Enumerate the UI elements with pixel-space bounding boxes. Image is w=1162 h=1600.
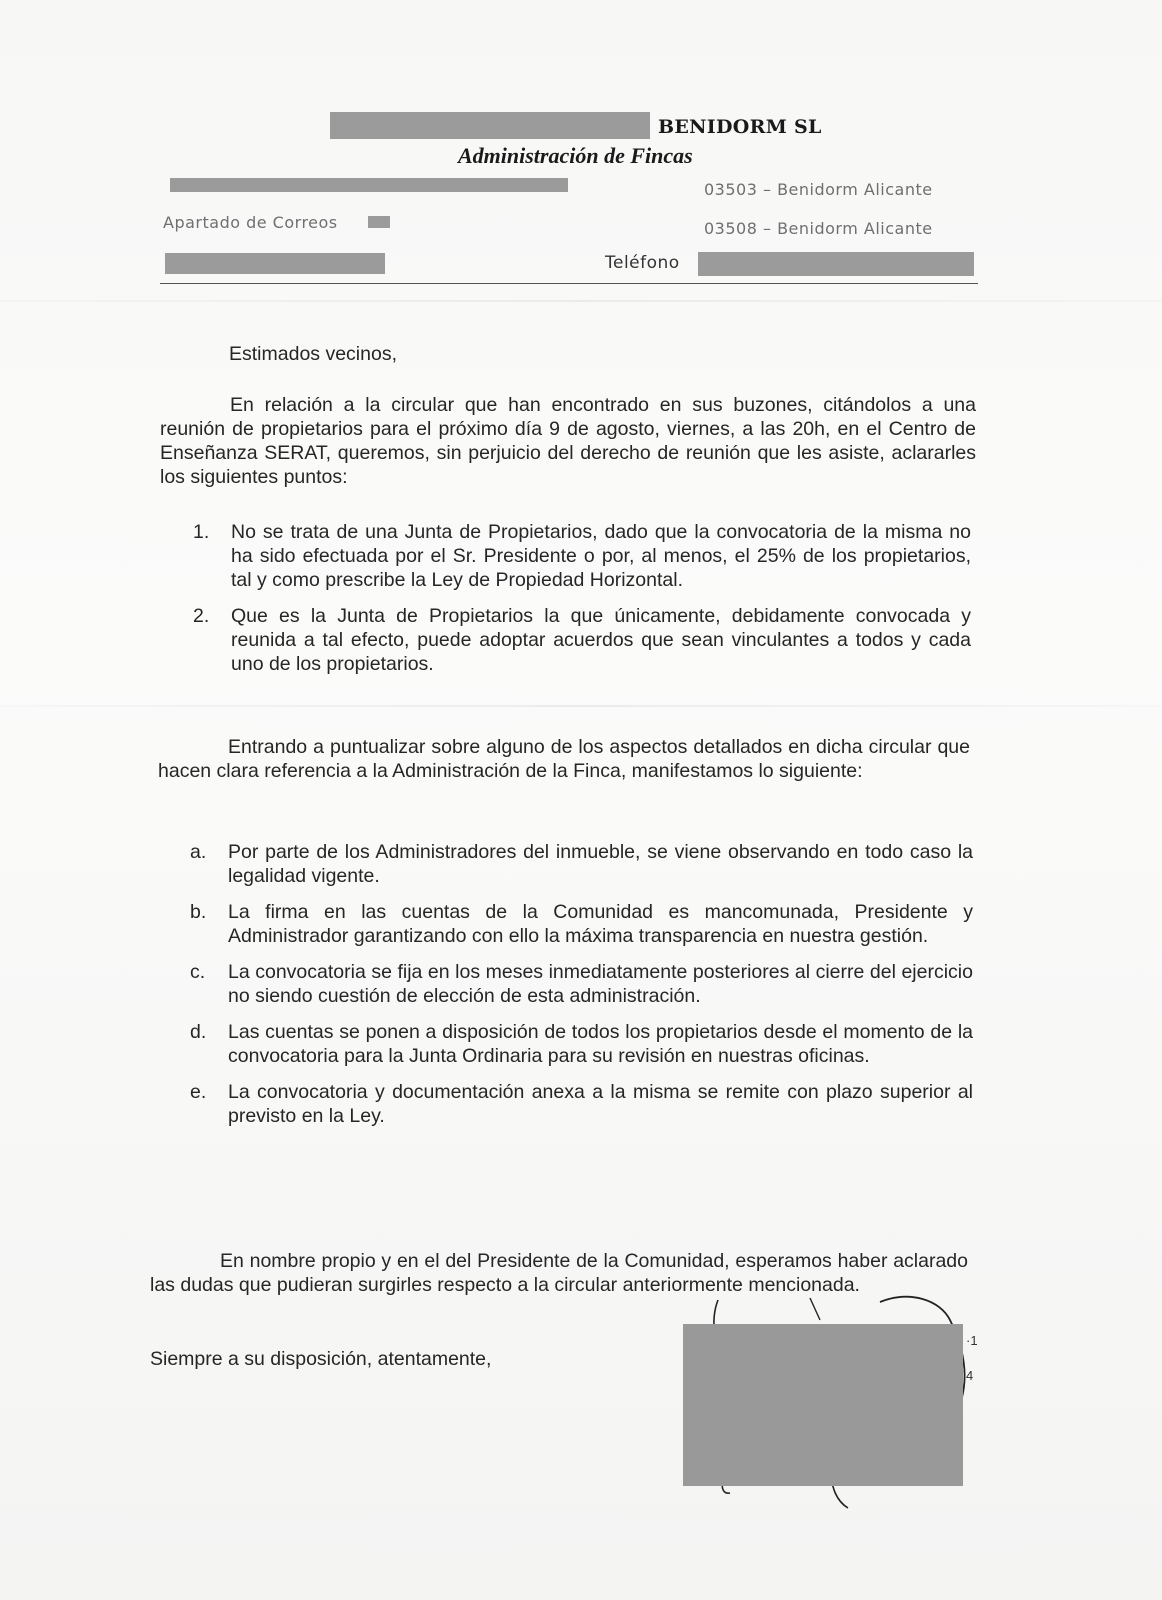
list-item-text: La convocatoria se fija en los meses inmediatamente posteriores al cierre del ejercicio no siendo cuestión de elección de esta administración. — [228, 961, 973, 1007]
list-marker: d. — [190, 1021, 207, 1043]
paper-fold — [0, 300, 1162, 302]
stamp-fragment: ·1 — [966, 1333, 978, 1348]
paper-fold — [0, 705, 1162, 707]
list-item — [193, 604, 971, 676]
middle-paragraph: Entrando a puntualizar sobre alguno de los aspectos detallados en dicha circular que hacen clara referencia a la Administración de la Finca, manifestamos lo siguiente: — [158, 736, 970, 782]
sign-off: Siempre a su disposición, atentamente, — [150, 1348, 492, 1370]
list-marker: c. — [190, 961, 206, 983]
postal-address-2: 03508 – Benidorm Alicante — [704, 219, 933, 238]
list-item-text: No se trata de una Junta de Propietarios, dado que la convocatoria de la misma no ha sido efectuada por el Sr. Presidente o por, al menos, el 25% de los propietarios, tal y como prescribe la Ley de Propiedad Horizontal. — [231, 521, 971, 591]
list-item-text: Las cuentas se ponen a disposición de todos los propietarios desde el momento de la convocatoria para la Junta Ordinaria para su revisión en nuestras oficinas. — [228, 1021, 973, 1067]
po-box-label: Apartado de Correos — [163, 213, 338, 232]
postal-address-1: 03503 – Benidorm Alicante — [704, 180, 933, 199]
list-item — [190, 840, 973, 888]
redacted-company-name — [330, 112, 650, 139]
company-name: BENIDORM SL — [658, 116, 822, 138]
redacted-phone — [698, 252, 974, 276]
greeting: Estimados vecinos, — [229, 343, 397, 365]
list-marker: 1. — [193, 521, 210, 543]
header-divider — [160, 283, 978, 284]
list-marker: 2. — [193, 605, 210, 627]
lettered-list — [190, 840, 973, 1140]
stamp-fragment: 4 — [966, 1368, 974, 1383]
list-item — [190, 1020, 973, 1068]
list-item-text: La convocatoria y documentación anexa a la misma se remite con plazo superior al previsto en la Ley. — [228, 1081, 973, 1127]
list-item-text: Que es la Junta de Propietarios la que únicamente, debidamente convocada y reunida a tal efecto, puede adoptar acuerdos que sean vinculantes a todos y cada uno de los propietarios. — [231, 605, 971, 675]
redacted-email — [165, 253, 385, 274]
list-item-text: Por parte de los Administradores del inmueble, se viene observando en todo caso la legalidad vigente. — [228, 841, 973, 887]
redacted-address — [170, 178, 568, 192]
list-marker: e. — [190, 1081, 207, 1103]
list-item — [190, 900, 973, 948]
list-item — [190, 960, 973, 1008]
phone-label: Teléfono — [605, 253, 680, 273]
list-item-text: La firma en las cuentas de la Comunidad es mancomunada, Presidente y Administrador garantizando con ello la máxima transparencia en nuestra gestión. — [228, 901, 973, 947]
intro-paragraph: En relación a la circular que han encontrado en sus buzones, citándolos a una reunión de propietarios para el próximo día 9 de agosto, viernes, a las 20h, en el Centro de Enseñanza SERAT, queremos, sin perjuicio del derecho de reunión que les asiste, aclararles los siguientes puntos: — [160, 394, 976, 488]
list-marker: a. — [190, 841, 207, 863]
list-item — [190, 1080, 973, 1128]
list-marker: b. — [190, 901, 207, 923]
company-subtitle: Administración de Fincas — [458, 143, 693, 168]
closing-paragraph: En nombre propio y en el del Presidente de la Comunidad, esperamos haber aclarado las dudas que pudieran surgirles respecto a la circular anteriormente mencionada. — [150, 1250, 968, 1296]
numbered-list — [193, 520, 971, 688]
signature-stamp — [680, 1290, 1000, 1530]
list-item — [193, 520, 971, 592]
redacted-po-box-number — [368, 216, 390, 228]
